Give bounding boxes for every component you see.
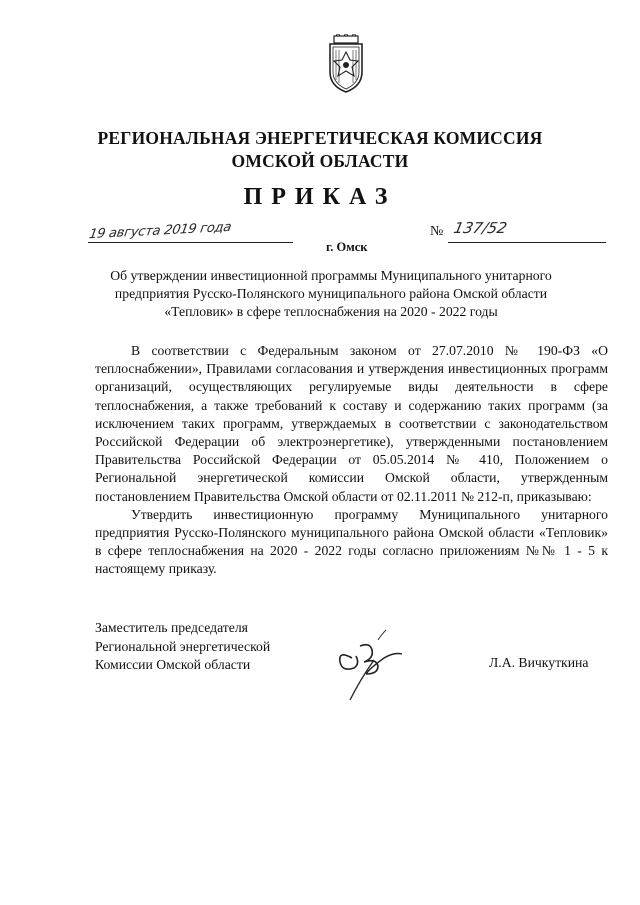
subject-line: «Тепловик» в сфере теплоснабжения на 2020 - 2022 годы: [164, 304, 498, 319]
coat-of-arms-icon: [324, 34, 368, 94]
date-underline: [88, 242, 293, 243]
organization-name-line1: РЕГИОНАЛЬНАЯ ЭНЕРГЕТИЧЕСКАЯ КОМИССИЯ: [97, 128, 543, 148]
signatory-name: Л.А. Вичкуткина: [489, 655, 589, 670]
order-subject: [96, 267, 566, 321]
order-number-label: №: [430, 224, 444, 239]
handwritten-order-number: 137/52: [452, 219, 509, 237]
subject-line: Об утверждении инвестиционной программы Муниципального унитарного: [110, 268, 552, 283]
number-underline: [448, 242, 606, 243]
order-body: [95, 342, 608, 579]
signatory-title: [95, 619, 270, 675]
organization-name-line2: ОМСКОЙ ОБЛАСТИ: [231, 151, 409, 171]
signatory-title-line: Региональной энергетической: [95, 638, 271, 654]
subject-line: предприятия Русско-Полянского муниципального района Омской области: [114, 286, 548, 301]
handwritten-date: 19 августа 2019 года: [87, 219, 233, 243]
handwritten-signature: [330, 628, 420, 708]
city-label: г. Омск: [326, 240, 368, 254]
body-paragraph-resolution: Утвердить инвестиционную программу Муниципального унитарного предприятия Русско-Полянского муниципального района Омской области «Тепловик» в сфере теплоснабжения на 2020 - 2022 годы согласно приложениям №№ 1 - 5 к настоящему приказу.: [95, 506, 608, 577]
signatory-title-line: Комиссии Омской области: [95, 657, 251, 672]
body-paragraph-preamble: В соответствии с Федеральным законом от 27.07.2010 № 190-ФЗ «О теплоснабжении», Правилами согласования и утверждения инвестиционных программ организаций, осуществляющих регулируемые виды деятельности в сфере теплоснабжения, а также требований к составу и содержанию таких программ (за исключением таких программ, утверждаемых в соответствии с законодательством Российской Федерации об электроэнергетике), утвержденными постановлением Правительства Российской Федерации от 05.05.2014 № 410, Положением о Региональной энергетической комиссии Омской области, утвержденным постановлением Правительства Омской области от 02.11.2011 № 212-п, приказываю:: [95, 343, 608, 504]
signatory-title-line: Заместитель председателя: [95, 620, 248, 635]
document-type-title: ПРИКАЗ: [243, 184, 397, 210]
